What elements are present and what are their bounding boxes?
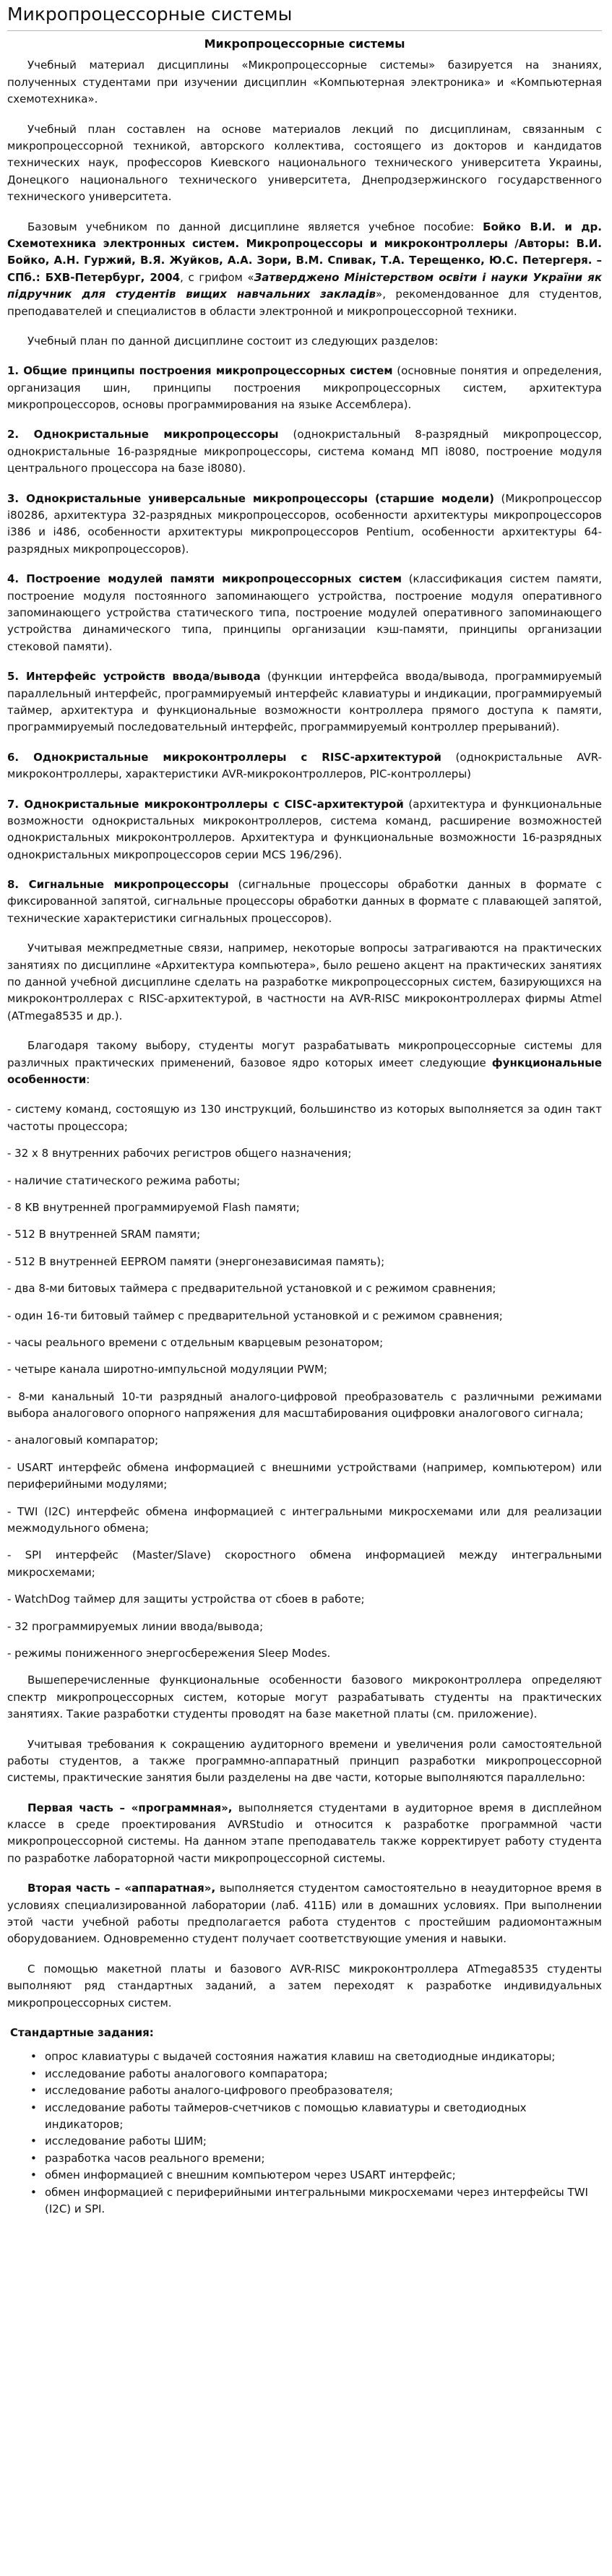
section-description: (однокристальные AVR-микроконтроллеры, характеристики AVR-микроконтроллеров, PIC-контроллеры) bbox=[7, 750, 602, 781]
task-item: • обмен информацией с внешним компьютером через USART интерфейс; bbox=[45, 2167, 602, 2184]
section-title: 3. Однокристальные универсальные микропроцессоры (старшие модели) bbox=[7, 491, 495, 505]
feature-item: - 8-ми канальный 10-ти разрядный аналого-цифровой преобразователь с различными режимами выбора аналогового опорного напряжения для масштабирования оцифровки аналогового сигнала; bbox=[7, 1390, 602, 1421]
section-title: 1. Общие принципы построения микропроцессорных систем bbox=[7, 364, 393, 378]
feature-item: - 512 B внутренней SRAM памяти; bbox=[7, 1228, 201, 1241]
section-description: (сигнальные процессоры обработки данных в формате с фиксированной запятой, сигнальные процессоры обработки данных в формате с плавающей запятой, технические характеристики сигнальных процессоров). bbox=[7, 878, 602, 925]
section-description: (функции интерфейса ввода/вывода, программируемый параллельный интерфейс, программируемый интерфейс клавиатуры и индикации, программируемый таймер, архитектура и функциональные возможности контроллера прямого доступа к памяти, программируемый последовательный интерфейс, программируемый контроллер прерываний). bbox=[7, 670, 602, 734]
section-title: 2. Однокристальные микропроцессоры bbox=[7, 428, 279, 441]
feature-item: - два 8-ми битовых таймера с предварительной установкой и с режимом сравнения; bbox=[7, 1282, 496, 1296]
section-description: (Микропроцессор i80286, архитектура 32-разрядных микропроцессоров, особенности архитектуры микропроцессоров i386 и i486, особенности архитектуры микропроцессоров Pentium, особенности архитектуры 64-разрядных микропроцессоров). bbox=[7, 491, 602, 556]
sections-intro: Учебный план по данной дисциплине состоит из следующих разделов: bbox=[27, 334, 439, 348]
feature-item: - 32 x 8 внутренних рабочих регистров общего назначения; bbox=[7, 1147, 352, 1160]
part1-label: Первая часть – «программная», bbox=[27, 1801, 233, 1814]
tasks-heading bbox=[10, 2025, 602, 2041]
feature-item: - четыре канала широтно-импульсной модуляции PWM; bbox=[7, 1363, 328, 1377]
part1-text: выполняется студентами в аудиторное время в дисплейном классе в среде проектирования AVRStudio и относится к разработке программной части микропроцессорной системы. На данном этапе преподаватель также корректирует работу студента по разработке лабораторной части микропроцессорной системы. bbox=[7, 1801, 603, 1865]
tasks-list bbox=[7, 2049, 602, 2218]
textbook-tail: », рекомендованное для студентов, преподавателей и специалистов в области электронной и микропроцессорной техники. bbox=[7, 288, 602, 318]
section-description: (основные понятия и определения, организация шин, принципы построения микропроцессорных систем, архитектура микропроцессоров, основы программирования на языке Ассемблера). bbox=[7, 364, 602, 412]
feature-item: - TWI (I2C) интерфейс обмена информацией с интегральными микросхемами или для реализации межмодульного обмена; bbox=[7, 1504, 602, 1535]
section-item-1 bbox=[7, 363, 602, 413]
section-title: 5. Интерфейс устройств ввода/вывода bbox=[7, 670, 261, 684]
section-title: 8. Сигнальные микропроцессоры bbox=[7, 878, 229, 892]
intro-paragraph-2: Учебный план составлен на основе материалов лекций по дисциплинам, связанным с микропроцессорной техникой, авторского коллектива, состоящего из докторов и кандидатов технических наук, профессоров Киевского национального технического университета Украины, Донецкого национального технического университета, Днепродзержинского государственного технического университета. bbox=[7, 122, 602, 204]
feature-item: - часы реального времени с отдельным кварцевым резонатором; bbox=[7, 1335, 384, 1349]
features-paragraph bbox=[7, 1038, 602, 1088]
feature-item: - 8 KB внутренней программируемой Flash памяти; bbox=[7, 1200, 300, 1214]
section-item-3 bbox=[7, 491, 602, 559]
lab-intro-paragraph: Вышеперечисленные функциональные особенности базового микроконтроллера определяют спектр микропроцессорных систем, которые могут разрабатывать студенты на практических занятиях. Такие разработки студенты проводят на базе макетной платы (см. приложение). bbox=[7, 1673, 602, 1721]
task-item: • разработка часов реального времени; bbox=[45, 2150, 602, 2167]
feature-item: - WatchDog таймер для защиты устройства от сбоев в работе; bbox=[7, 1593, 365, 1606]
part2-text: выполняется студентом самостоятельно в неаудиторное время в условиях специализированной лаборатории (лаб. 411Б) или в домашних условиях. При выполнении этой части учебной работы предполагается работа студентов с простейшим радиомонтажным оборудованием. Одновременно студент получает соответствующие умения и навыки. bbox=[7, 1882, 602, 1946]
task-item: • исследование работы ШИМ; bbox=[45, 2133, 602, 2150]
feature-item: - 32 программируемых линии ввода/вывода; bbox=[7, 1619, 264, 1633]
textbook-lead: Базовым учебником по данной дисциплине является учебное пособие: bbox=[27, 220, 483, 233]
intro-paragraph-1: Учебный материал дисциплины «Микропроцессорные системы» базируется на знаниях, полученных студентами при изучении дисциплин «Компьютерная электроника» и «Компьютерная схемотехника». bbox=[7, 59, 602, 106]
textbook-paragraph bbox=[7, 219, 602, 320]
tasks-title: Стандартные задания bbox=[10, 2026, 150, 2039]
part2-label: Вторая часть – «аппаратная», bbox=[27, 1882, 216, 1895]
features-label: функциональные особенности bbox=[7, 1056, 602, 1086]
part1-paragraph bbox=[7, 1800, 602, 1868]
section-description: (классификация систем памяти, построение модуля постоянного запоминающего устройства, построение модуля оперативного запоминающего устройства статического типа, построение модулей оперативного запоминающего устройства динамического типа, принципы организации кэш-памяти, принципы организации стековой памяти). bbox=[7, 572, 602, 653]
feature-item: - аналоговый компаратор; bbox=[7, 1434, 159, 1447]
task-item: • опрос клавиатуры с выдачей состояния нажатия клавиш на светодиодные индикаторы; bbox=[45, 2049, 602, 2065]
practice-paragraph: Учитывая межпредметные связи, например, некоторые вопросы затрагиваются на практических занятиях по дисциплине «Архитектура компьютера», было решено акцент на практических занятиях по данной учебной дисциплине сделать на разработке микропроцессорных систем, базирующихся на микроконтроллерах с RISC-архитектурой, в частности на AVR-RISC микроконтроллерах фирмы Atmel (ATmega8535 и др.). bbox=[7, 942, 602, 1022]
section-description: (однокристальный 8-разрядный микропроцессор, однокристальные 16-разрядные микропроцессоры, система команд МП i8080, построение модуля центрального процессора на базе i8080). bbox=[7, 428, 603, 475]
feature-item: - один 16-ти битовый таймер с предварительной установкой и с режимом сравнения; bbox=[7, 1309, 503, 1322]
feature-item: - USART интерфейс обмена информацией с внешними устройствами (например, компьютером) или периферийными модулями; bbox=[7, 1460, 602, 1491]
feature-item: - SPI интерфейс (Master/Slave) скоростного обмена информацией между интегральными микросхемами; bbox=[7, 1548, 602, 1579]
task-item: • исследование работы таймеров-счетчиков с помощью клавиатуры и светодиодных индикаторов; bbox=[45, 2100, 602, 2134]
section-title: 7. Однокристальные микроконтроллеры с CISC-архитектурой bbox=[7, 797, 404, 811]
section-description: (архитектура и функциональные возможности однокристальных микроконтроллеров, система команд, расширение возможностей однокристальных микроконтроллеров. Архитектура и функциональные возможности 16-разрядных однокристальных микропроцессоров серии MCS 196/296). bbox=[7, 797, 602, 861]
feature-item: - режимы пониженного энергосбережения Sleep Modes. bbox=[7, 1646, 331, 1660]
section-item-5 bbox=[7, 668, 602, 736]
tasks-colon: : bbox=[149, 2026, 154, 2039]
part2-paragraph bbox=[7, 1880, 602, 1948]
task-item: • обмен информацией с периферийными интегральными микросхемами через интерфейсы TWI (I2C) и SPI. bbox=[45, 2184, 602, 2218]
task-item: • исследование работы аналогового компаратора; bbox=[45, 2066, 602, 2082]
textbook-stamp: Затверджено Міністерством освіти і науки України як підручник для студентів вищих навчальних закладів bbox=[7, 270, 603, 301]
features-colon: : bbox=[86, 1072, 90, 1086]
task-item: • исследование работы аналого-цифрового преобразователя; bbox=[45, 2082, 602, 2099]
feature-item: - систему команд, состоящую из 130 инструкций, большинство из которых выполняется за один такт частоты процессора; bbox=[7, 1103, 602, 1133]
section-item-2 bbox=[7, 426, 602, 477]
section-item-7 bbox=[7, 796, 602, 864]
textbook-mid: , с грифом « bbox=[180, 270, 254, 284]
section-item-6 bbox=[7, 749, 602, 783]
section-title: 6. Однокристальные микроконтроллеры с RISC-архитектурой bbox=[7, 750, 441, 764]
features-list bbox=[7, 1101, 602, 1662]
feature-item: - 512 B внутренней EEPROM памяти (энергонезависимая память); bbox=[7, 1254, 385, 1268]
feature-item: - наличие статического режима работы; bbox=[7, 1173, 241, 1187]
page-title: Микропроцессорные системы bbox=[7, 0, 602, 31]
section-title: 4. Построение модулей памяти микропроцессорных систем bbox=[7, 572, 402, 586]
board-paragraph: С помощью макетной платы и базового AVR-RISC микроконтроллера ATmega8535 студенты выполняют ряд стандартных заданий, а затем переходят к разработке индивидуальных микропроцессорных систем. bbox=[7, 1962, 602, 2009]
time-paragraph: Учитывая требования к сокращению аудиторного времени и увеличения роли самостоятельной работы студентов, а также программно-аппаратный принцип разработки микропроцессорной системы, практические занятия были разделены на две части, которые выполняются параллельно: bbox=[7, 1737, 602, 1785]
article-title: Микропроцессорные системы bbox=[204, 36, 405, 51]
features-lead: Благодаря такому выбору, студенты могут разрабатывать микропроцессорные системы для различных практических применений, базовое ядро которых имеет следующие bbox=[7, 1039, 602, 1069]
section-item-4 bbox=[7, 571, 602, 655]
textbook-reference: Бойко В.И. и др. Схемотехника электронных систем. Микропроцессоры и микроконтроллеры /Авторы: В.И. Бойко, А.Н. Гуржий, В.Я. Жуйков, А.А. Зори, В.М. Спивак, Т.А. Терещенко, Ю.С. Петергеря. – СПб.: БХВ-Петербург, 2004 bbox=[7, 220, 602, 284]
section-item-8 bbox=[7, 876, 602, 927]
